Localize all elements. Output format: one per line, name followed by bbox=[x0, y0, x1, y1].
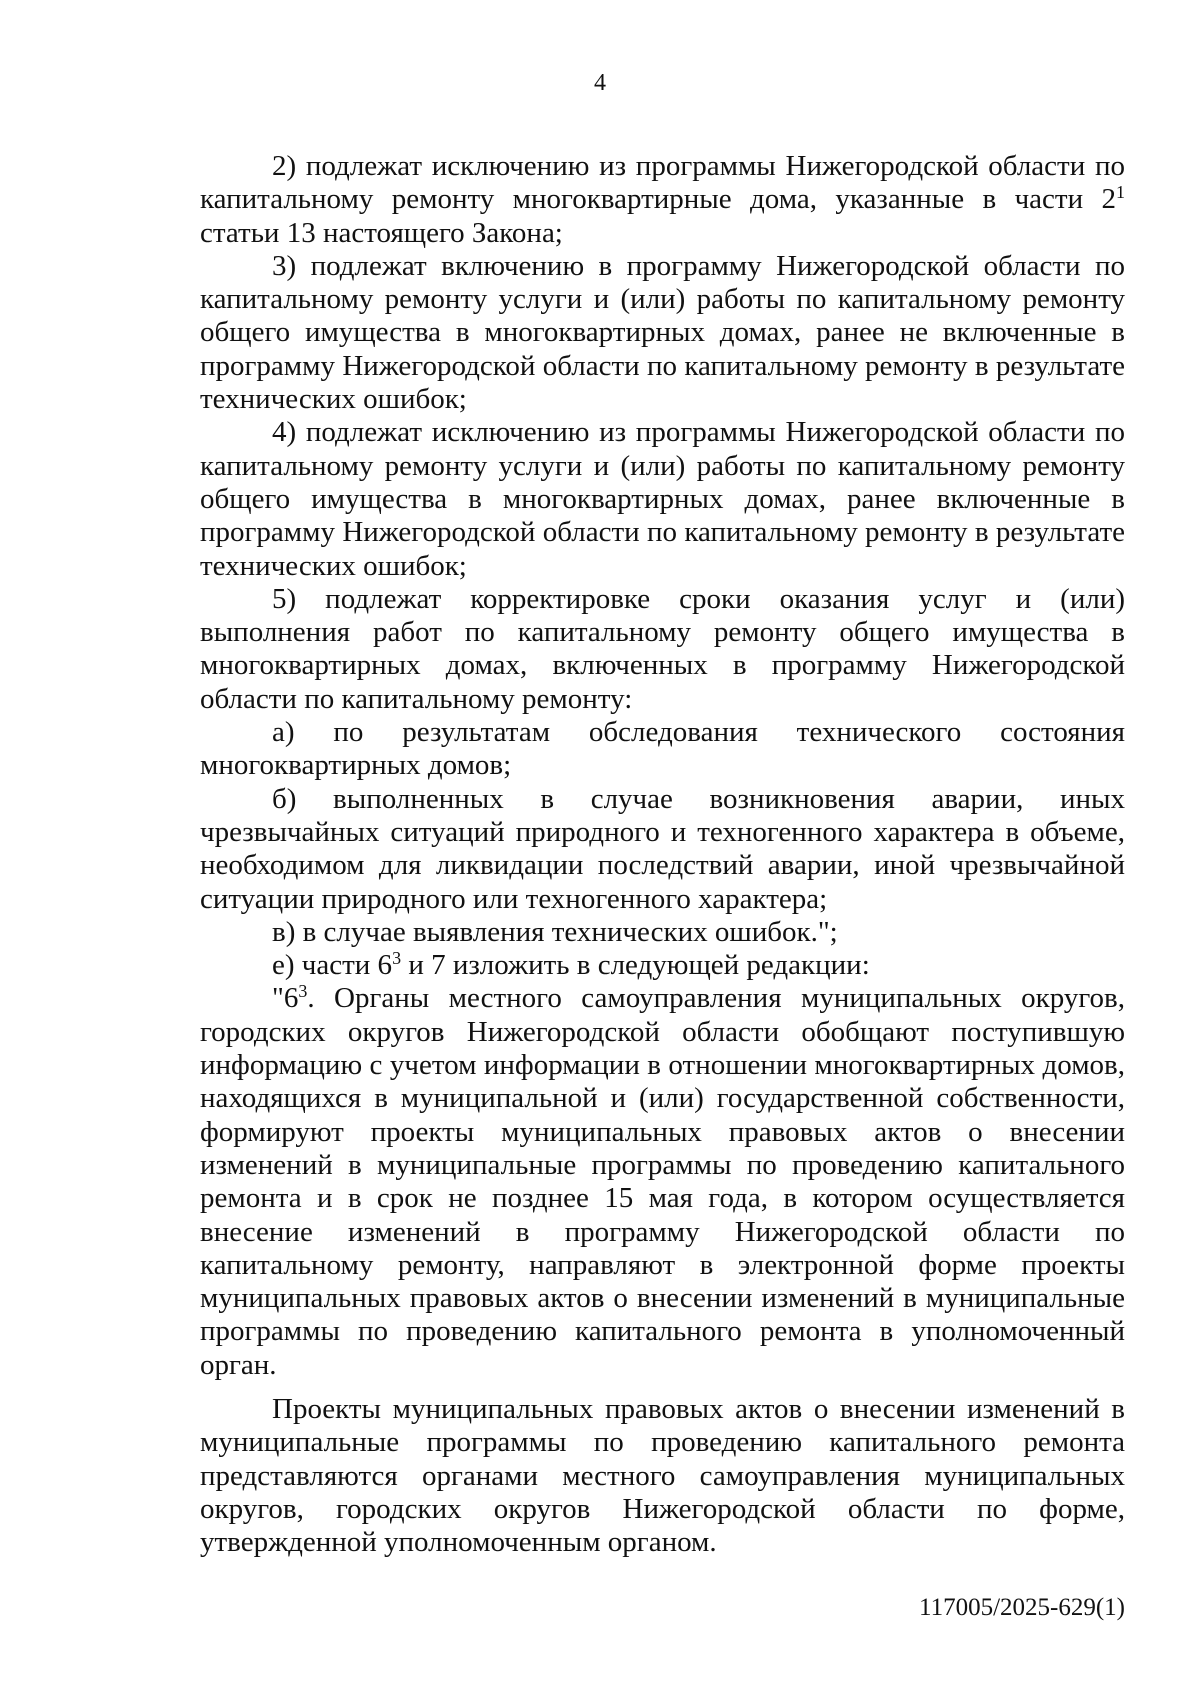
part-6-3-prefix: "6 bbox=[272, 982, 299, 1015]
document-code: 117005/2025-629(1) bbox=[919, 1594, 1125, 1621]
sub-item-a: а) по результатам обследования технического состояния многоквартирных домов; bbox=[200, 716, 1125, 782]
list-item-2-text-end: статьи 13 настоящего Закона; bbox=[200, 216, 563, 249]
page-number: 4 bbox=[594, 70, 606, 96]
list-item-4: 4) подлежат исключению из программы Нижегородской области по капитальному ремонту услуги и (или) работы по капитальному ремонту общего имущества в многоквартирных домах, ранее включенные в программу Нижегородской области по капитальному ремонту в результате технических ошибок; bbox=[200, 416, 1125, 582]
list-item-3: 3) подлежат включению в программу Нижегородской области по капитальному ремонту услуги и (или) работы по капитальному ремонту общего имущества в многоквартирных домах, ранее не включенные в программу Нижегородской области по капитальному ремонту в результате технических ошибок; bbox=[200, 249, 1125, 416]
superscript: 1 bbox=[1116, 182, 1125, 203]
final-paragraph: Проекты муниципальных правовых актов о внесении изменений в муниципальные программы по проведению капитального ремонта представляются органами местного самоуправления муниципальных округов, городских округов Нижегородской области по форме, утвержденной уполномоченным органом. bbox=[200, 1392, 1125, 1559]
amendment-e-suffix: и 7 изложить в следующей редакции: bbox=[401, 949, 870, 982]
part-6-3-paragraph bbox=[200, 982, 1125, 1382]
amendment-e bbox=[200, 949, 1125, 982]
superscript: 3 bbox=[298, 981, 308, 1002]
amendment-e-prefix: е) части 6 bbox=[272, 949, 393, 982]
sub-item-v: в) в случае выявления технических ошибок."; bbox=[272, 915, 838, 948]
sub-item-b: б) выполненных в случае возникновения аварии, иных чрезвычайных ситуаций природного и техногенного характера в объеме, необходимом для ликвидации последствий аварии, иной чрезвычайной ситуации природного или техногенного характера; bbox=[200, 782, 1125, 915]
document-body bbox=[200, 150, 1125, 1559]
part-6-3-text: . Органы местного самоуправления муниципальных округов, городских округов Нижегородской области обобщают поступившую информацию с учетом информации в отношении многоквартирных домов, находящихся в муниципальной и (или) государственной собственности, формируют проекты муниципальных правовых актов о внесении изменений в муниципальные программы по проведению капитального ремонта и в срок не позднее 15 мая года, в котором осуществляется внесение изменений в программу Нижегородской области по капитальному ремонту, направляют в электронной форме проекты муниципальных правовых актов о внесении изменений в муниципальные программы по проведению капитального ремонта в уполномоченный орган. bbox=[200, 982, 1125, 1381]
list-item-2-text: 2) подлежат исключению из программы Нижегородской области по капитальному ремонту многоквартирные дома, указанные в части 2 bbox=[200, 150, 1125, 216]
list-item-2 bbox=[200, 150, 1125, 250]
list-item-5: 5) подлежат корректировке сроки оказания услуг и (или) выполнения работ по капитальному ремонту общего имущества в многоквартирных домах, включенных в программу Нижегородской области по капитальному ремонту: bbox=[200, 582, 1125, 715]
superscript: 3 bbox=[392, 948, 402, 969]
